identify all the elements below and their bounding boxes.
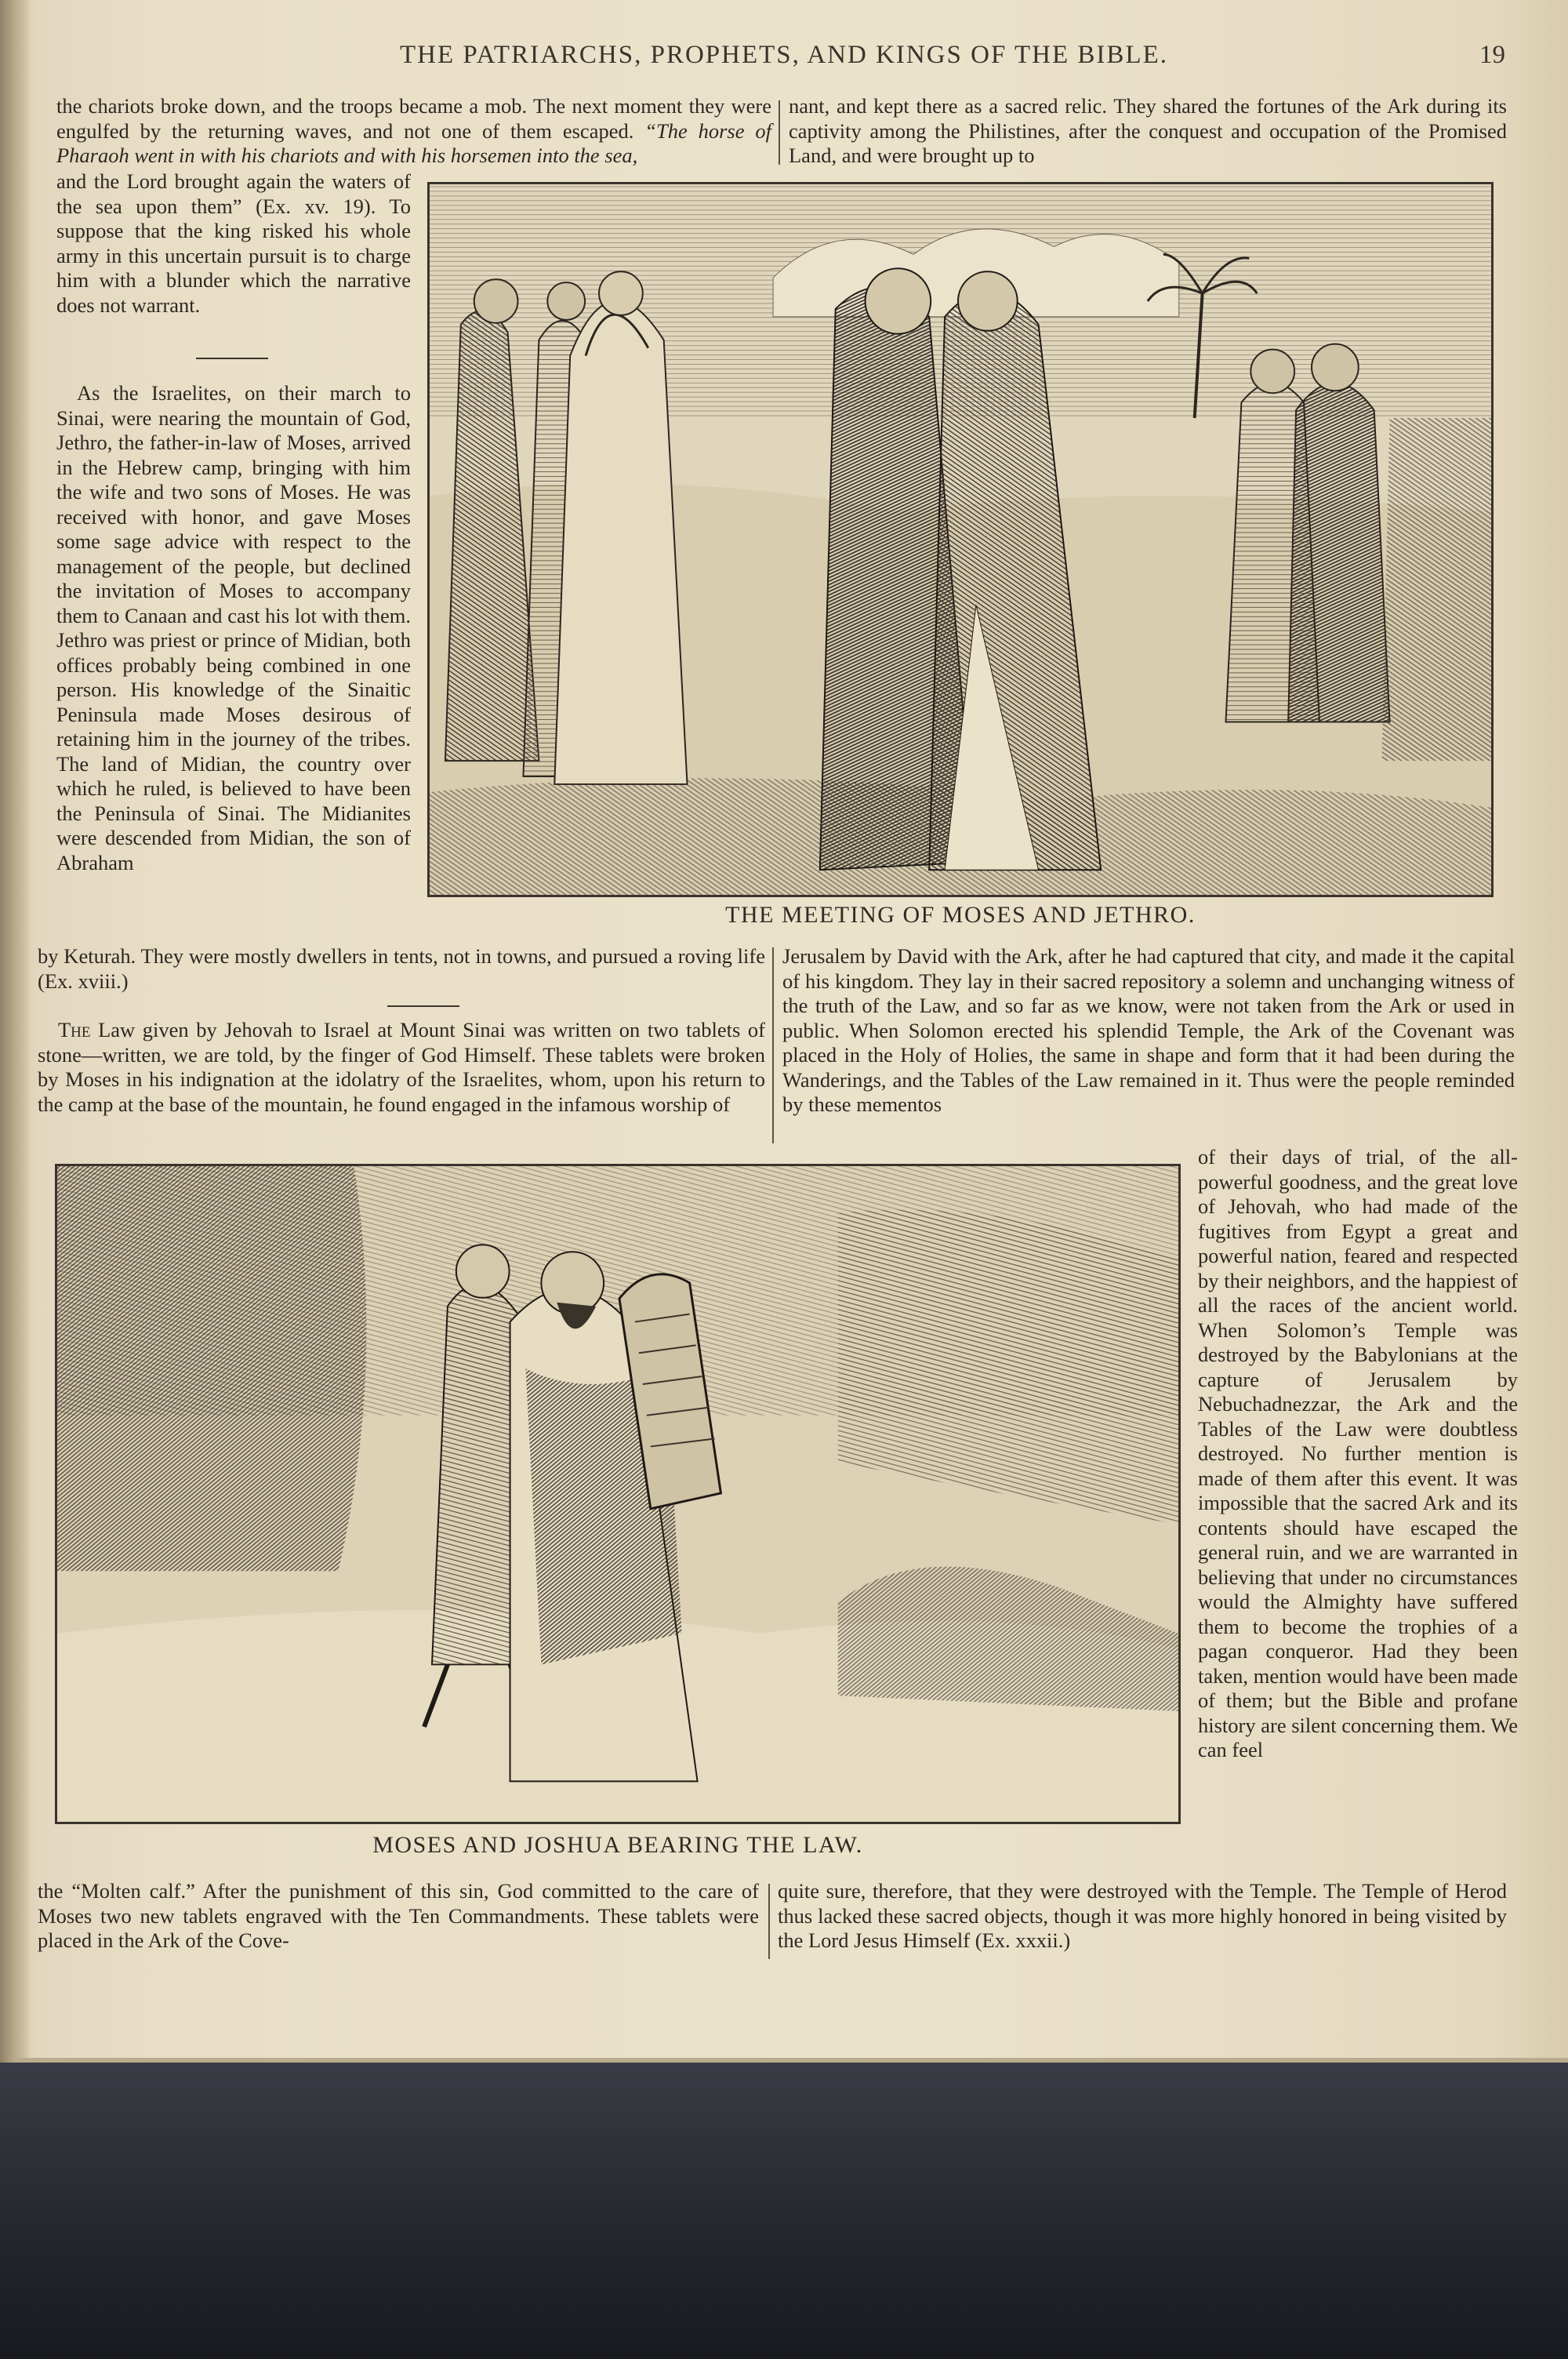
text-mid-left-lead: The xyxy=(58,1018,91,1041)
text-right-narrow xyxy=(1198,1145,1518,1763)
text-mid-left-para-a: by Keturah. They were mostly dwellers in tents, not in towns, and pursued a roving life (Ex. xviii.) xyxy=(38,944,765,993)
text-top-left xyxy=(56,94,771,169)
section-rule-2 xyxy=(387,1005,459,1007)
text-bottom-right-para: quite sure, therefore, that they were destroyed with the Temple. The Temple of Herod thus lacked these sacred objects, though it was more highly honored in being visited by the Lord Jesus Himself (Ex. xxxii.) xyxy=(778,1879,1507,1952)
text-bottom-left xyxy=(38,1879,759,1954)
text-bottom-left-para: the “Molten calf.” After the punishment of this sin, God committed to the care of Moses two new tablets engraved with the Ten Commandments. These tablets were placed in the Ark of the Cove- xyxy=(38,1879,759,1952)
page-number: 19 xyxy=(1479,41,1505,69)
section-rule-1 xyxy=(196,358,268,359)
text-left-narrow-1-para: and the Lord brought again the waters of the sea upon them” (Ex. xv. 19). To suppose that the king risked his whole army in this uncertain pursuit is to charge him with a blunder which the narrative does not warrant. xyxy=(56,169,411,317)
text-left-narrow-2 xyxy=(56,381,411,875)
text-top-right xyxy=(789,94,1507,169)
column-divider-bottom xyxy=(768,1884,770,1959)
text-top-right-para: nant, and kept there as a sacred relic. They shared the fortunes of the Ark during its captivity among the Philistines, after the conquest and occupation of the Promised Land, and were brought up to xyxy=(789,94,1507,167)
text-bottom-right xyxy=(778,1879,1507,1954)
page-binding-shadow xyxy=(0,0,31,2063)
text-top-left-a: the chariots broke down, and the troops became a mob. The next moment they were engulfed by the returning waves, and not one of them escaped. xyxy=(56,94,771,143)
text-mid-left-2 xyxy=(38,1018,765,1117)
text-left-narrow-2-para: As the Israelites, on their march to Sinai, were nearing the mountain of God, Jethro, the father-in-law of Moses, arrived in the Hebrew camp, bringing with him the wife and two sons of Moses. He was received with honor, and gave Moses some sage advice with respect to the management of the people, but declined the invitation of Moses to accompany them to Canaan and cast his lot with them. Jethro was priest or prince of Midian, both offices probably being combined in one person. His knowledge of the Sinaitic Peninsula made Moses desirous of retaining him in the journey of the tribes. The land of Midian, the country over which he ruled, is believed to have been the Peninsula of Sinai. The Midianites were descended from Midian, the son of Abraham xyxy=(56,381,411,874)
illustration-moses-joshua-law xyxy=(55,1164,1181,1824)
text-left-narrow-1 xyxy=(56,169,411,318)
caption-figure-1: THE MEETING OF MOSES AND JETHRO. xyxy=(725,902,1196,928)
text-top-left-quote: “The horse of Pharaoh went in with his chariots and with his horsemen into the sea, xyxy=(56,118,771,167)
text-mid-right xyxy=(782,944,1515,1118)
column-divider-mid xyxy=(772,947,774,1143)
column-divider-top xyxy=(779,100,780,165)
table-backdrop xyxy=(0,2055,1568,2359)
text-mid-right-para: Jerusalem by David with the Ark, after he had captured that city, and made it the capital of his kingdom. They lay in their sacred repository a solemn and unchanging witness of the truth of the Law, and so far as we know, were not taken from the Ark or used in public. When Solomon erected his splendid Temple, the Ark of the Covenant was placed in the Holy of Holies, the same in shape and form that it had been during the Wanderings, and the Tables of the Law remained in it. Thus were the people reminded by these mementos xyxy=(782,944,1515,1116)
text-right-narrow-para: of their days of trial, of the all-powerful goodness, and the great love of Jehovah, who had made of the fugitives from Egypt a great and powerful nation, feared and respected by their neighbors, and the happiest of all the races of the ancient world. When Solomon’s Temple was destroyed by the Babylonians at the capture of Jerusalem by Nebuchadnezzar, the Ark and the Tables of the Law were doubtless destroyed. No further mention is made of them after this event. It was impossible that the sacred Ark and its contents should have escaped the general ruin, and we are warranted in believing that under no circumstances would the Almighty have suffered them to become the trophies of a pagan conqueror. Had they been taken, mention would have been made of them; but the Bible and profane history are silent concerning them. We can feel xyxy=(1198,1145,1519,1761)
caption-figure-2: MOSES AND JOSHUA BEARING THE LAW. xyxy=(372,1832,863,1858)
text-mid-left xyxy=(38,944,765,994)
illustration-meeting-moses-jethro xyxy=(427,182,1494,897)
running-head: THE PATRIARCHS, PROPHETS, AND KINGS OF THE BIBLE. xyxy=(400,41,1168,69)
text-mid-left-para-b: Law given by Jehovah to Israel at Mount Sinai was written on two tablets of stone—written, we are told, by the finger of God Himself. These tablets were broken by Moses in his indignation at the idolatry of the Israelites, whom, upon his return to the camp at the base of the mountain, he found engaged in the infamous worship of xyxy=(38,1018,765,1116)
